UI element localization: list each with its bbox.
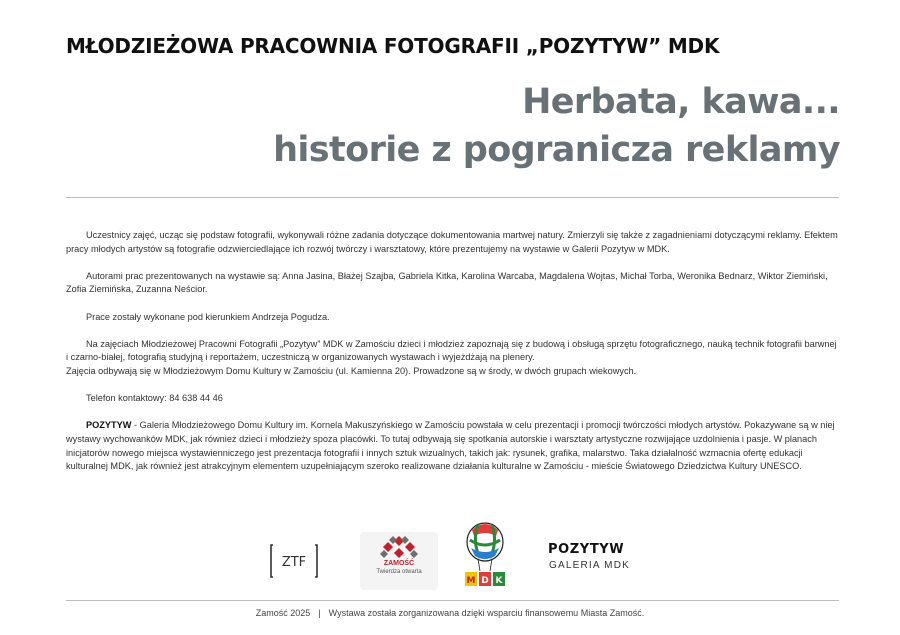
paragraph-classes xyxy=(66,338,838,379)
footer-note: Wystawa została zorganizowana dzięki wsparciu finansowemu Miasta Zamość. xyxy=(328,608,645,618)
zamosc-logo xyxy=(360,532,438,590)
paragraph-text: Na zajęciach Młodzieżowej Pracowni Fotografii „Pozytyw” MDK w Zamościu dzieci i młodzież zapoznają się z budową i obsługą sprzętu fotograficznego, nauką technik fotografii barwnej i czarno-białej, fotografią studyjną i reportażem, uczestniczą w organizowanych wystawach i wyjeżdżają na plenery. xyxy=(66,338,837,363)
mdk-letter-d: D xyxy=(481,576,489,586)
pozytyw-logo-name: POZYTYW xyxy=(548,542,625,557)
mdk-letter-m: M xyxy=(466,576,476,586)
page-header-title: MŁODZIEŻOWA PRACOWNIA FOTOGRAFII „POZYTYW” MDK xyxy=(66,34,720,58)
paragraph-text: - Galeria Młodzieżowego Domu Kultury im. Kornela Makuszyńskiego w Zamościu powstała w celu prezentacji i promocji twórczości młodych artystów. Pokazywane są w niej wystawy wychowanków MDK, jak również dzieci i młodzieży spoza placówki. To tutaj odbywają się spotkania autorskie i warsztaty artystyczne rozwijające uzdolnienia i pasje. W planach inicjatorów nowego miejsca wystawienniczego jest prezentacja fotografii i innych sztuk wizualnych, takich jak: rysunek, grafika, malarstwo. Taka działalność wzmacnia ofertę edukacji kulturalnej MDK, jak również jest atrakcyjnym elementem uzupełniającym szeroko realizowane działania kulturalne w Zamościu - mieście Światowego Dziedzictwa Kultury UNESCO. xyxy=(66,420,835,472)
exhibition-title-line-2: historie z pogranicza reklamy xyxy=(273,130,840,170)
bottom-divider xyxy=(66,600,839,601)
mdk-balloon-logo xyxy=(462,522,508,594)
paragraph-text: Uczestnicy zajęć, ucząc się podstaw fotografii, wykonywali różne zadania dotyczące dokumentowania martwej natury. Zmierzyli się także z zagadnieniami dotyczącymi reklamy. Efektem pracy młodych artystów są fotografie odzwierciedlające ich rozwój twórczy i warsztatowy, które prezentujemy na wystawie w Galerii Pozytyw w MDK. xyxy=(66,230,838,254)
footer-separator: | xyxy=(318,608,321,618)
pozytyw-logo-subtitle: GALERIA MDK xyxy=(549,560,630,571)
ztf-logo xyxy=(270,544,318,578)
gallery-name: POZYTYW xyxy=(86,420,132,431)
paragraph-text: Prace zostały wykonane pod kierunkiem Andrzeja Pogudza. xyxy=(86,311,330,322)
paragraph-text: Autorami prac prezentowanych na wystawie są: Anna Jasina, Błażej Szajba, Gabriela Kitka, Karolina Warcaba, Magdalena Wojtas, Michał Torba, Weronika Bednarz, Wiktor Ziemiński, Zofia Ziemińska, Zuzanna Neścior. xyxy=(66,270,828,295)
pozytyw-gallery-logo xyxy=(548,542,630,571)
contact-phone: Telefon kontaktowy: 84 638 44 46 xyxy=(86,393,223,404)
exhibition-description xyxy=(66,229,838,487)
top-divider xyxy=(66,197,839,198)
paragraph-text: Zajęcia odbywają się w Młodzieżowym Domu Kultury w Zamościu (ul. Kamienna 20). Prowadzone są w środy, w dwóch grupach wiekowych. xyxy=(66,365,637,376)
paragraph-authors xyxy=(66,270,838,297)
paragraph-phone xyxy=(66,392,838,406)
footer-year-place: Zamość 2025 xyxy=(255,608,311,618)
paragraph-participants xyxy=(66,229,838,256)
paragraph-supervisor xyxy=(66,311,838,325)
zamosc-logo-word: ZAMOŚĆ xyxy=(383,560,415,567)
paragraph-gallery xyxy=(66,419,838,473)
exhibition-title xyxy=(273,78,840,174)
sponsor-logos xyxy=(0,520,900,592)
footer xyxy=(0,608,900,618)
exhibition-title-line-1: Herbata, kawa... xyxy=(522,82,840,122)
mdk-letter-k: K xyxy=(495,576,503,586)
zamosc-logo-tagline: Twierdza otwarta xyxy=(376,569,422,575)
ztf-logo-text: ZTF xyxy=(281,555,307,570)
